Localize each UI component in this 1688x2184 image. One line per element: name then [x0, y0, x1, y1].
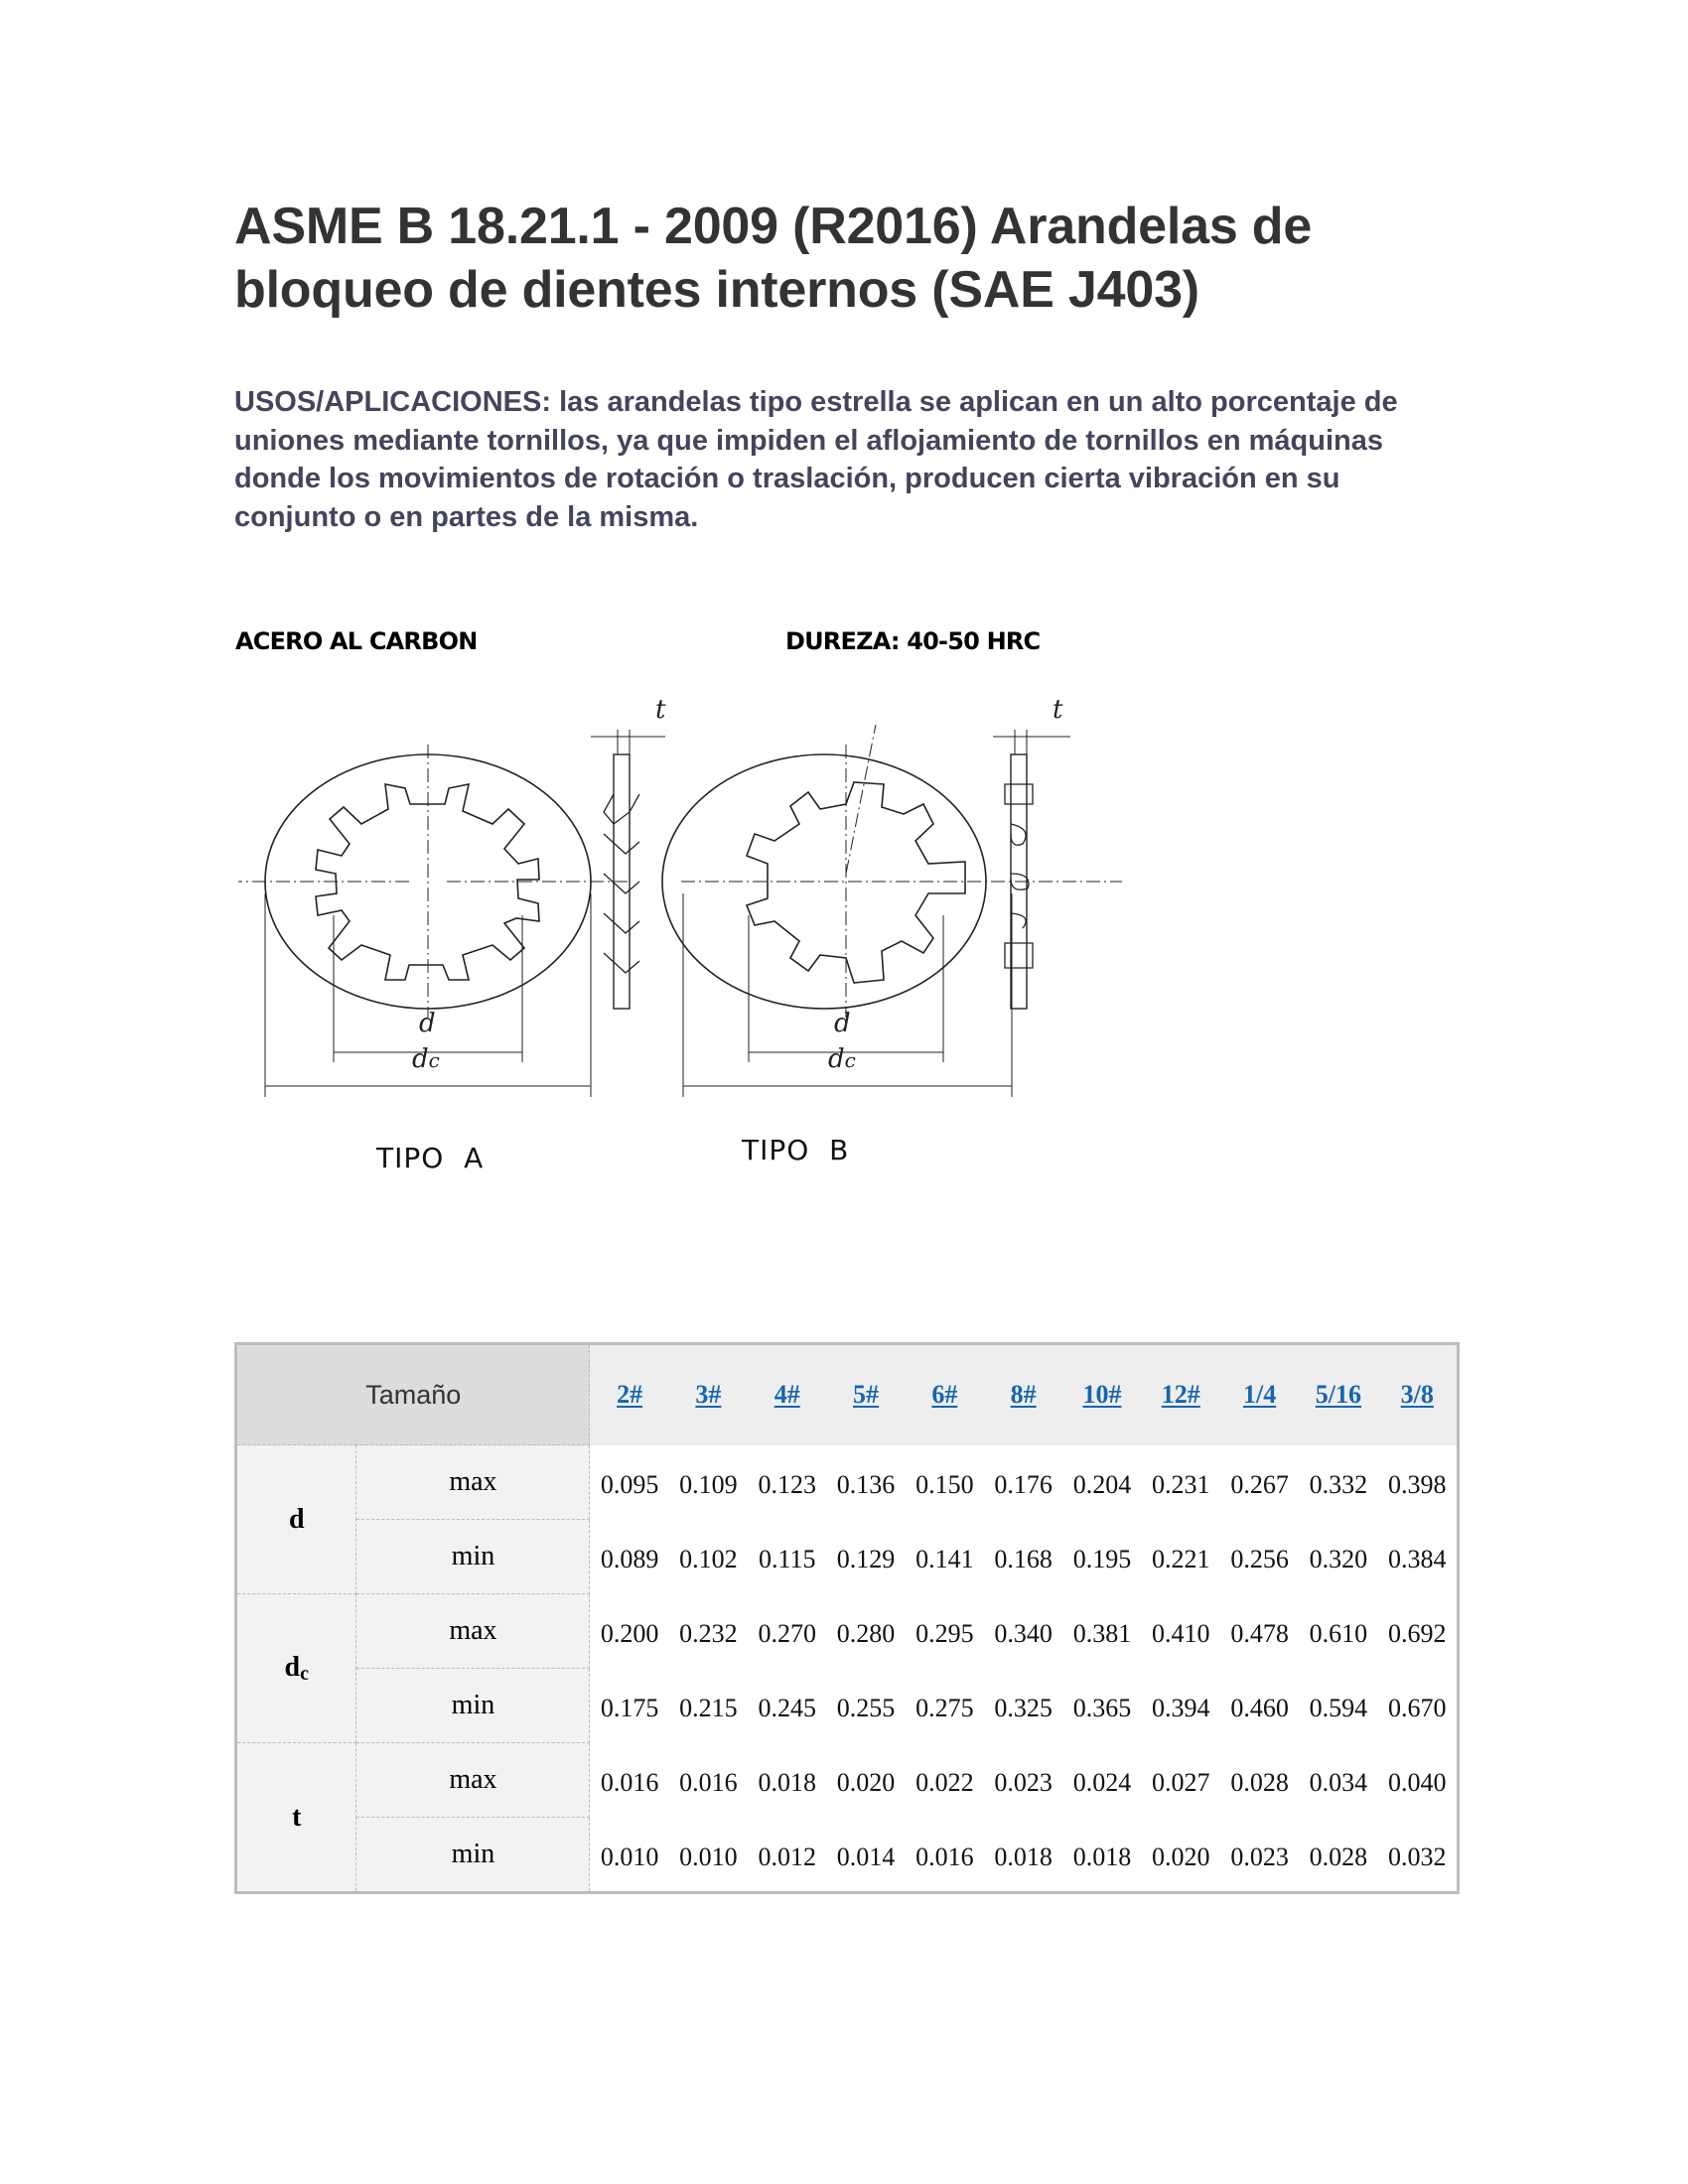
dim-label-d-a: d	[419, 1009, 436, 1038]
table-cell: 0.020	[1142, 1818, 1220, 1893]
table-cell: 0.024	[1062, 1743, 1141, 1818]
table-cell: 0.692	[1378, 1594, 1459, 1669]
table-cell: 0.150	[906, 1445, 984, 1520]
table-cell: 0.168	[984, 1520, 1062, 1594]
table-cell: 0.280	[826, 1594, 905, 1669]
dimensions-table	[234, 1342, 1460, 1894]
table-cell: 0.204	[1062, 1445, 1141, 1520]
size-col[interactable]	[1220, 1344, 1299, 1445]
table-cell: 0.340	[984, 1594, 1062, 1669]
table-cell: 0.232	[669, 1594, 748, 1669]
table-cell: 0.010	[669, 1818, 748, 1893]
size-link[interactable]: 4#	[774, 1380, 800, 1410]
table-cell: 0.195	[1062, 1520, 1141, 1594]
table-cell: 0.115	[748, 1520, 826, 1594]
dimension-group-label	[236, 1743, 356, 1893]
table-cell: 0.610	[1299, 1594, 1377, 1669]
limit-label: max	[356, 1743, 590, 1818]
size-link[interactable]: 5/16	[1315, 1380, 1362, 1410]
table-cell: 0.089	[590, 1520, 669, 1594]
table-cell: 0.381	[1062, 1594, 1141, 1669]
table-cell: 0.670	[1378, 1669, 1459, 1743]
size-col[interactable]	[590, 1344, 669, 1445]
size-link[interactable]: 6#	[931, 1380, 958, 1410]
table-cell: 0.027	[1142, 1743, 1220, 1818]
table-cell: 0.384	[1378, 1520, 1459, 1594]
type-a-label: TIPO A	[376, 1142, 485, 1174]
table-cell: 0.394	[1142, 1669, 1220, 1743]
type-a-washer	[238, 730, 665, 1097]
hardness-label: DUREZA: 40-50 HRC	[785, 627, 1041, 655]
table-cell: 0.295	[906, 1594, 984, 1669]
table-cell: 0.018	[748, 1743, 826, 1818]
table-cell: 0.245	[748, 1669, 826, 1743]
table-cell: 0.398	[1378, 1445, 1459, 1520]
size-col[interactable]	[826, 1344, 905, 1445]
size-col[interactable]	[984, 1344, 1062, 1445]
size-col[interactable]	[1142, 1344, 1220, 1445]
type-b-label: TIPO B	[742, 1134, 850, 1166]
dim-label-t-a: t	[655, 695, 666, 725]
table-cell: 0.256	[1220, 1520, 1299, 1594]
table-cell: 0.123	[748, 1445, 826, 1520]
table-cell: 0.018	[1062, 1818, 1141, 1893]
table-cell: 0.034	[1299, 1743, 1377, 1818]
dimension-group-label	[236, 1594, 356, 1743]
dimension-subscript: c	[300, 1662, 309, 1685]
usos-text: las arandelas tipo estrella se aplican en un alto porcentaje de uniones mediante tornillos, ya que impiden el aflojamiento de tornillos en máquinas donde los movimientos de rotación o traslación, producen cierta vibración en su conjunto o en partes de la misma.	[234, 386, 1398, 533]
table-cell: 0.032	[1378, 1818, 1459, 1893]
table-cell: 0.410	[1142, 1594, 1220, 1669]
table-cell: 0.200	[590, 1594, 669, 1669]
limit-label: min	[356, 1818, 590, 1893]
table-cell: 0.136	[826, 1445, 905, 1520]
dimension-symbol: t	[292, 1801, 302, 1833]
material-label: ACERO AL CARBON	[235, 627, 478, 655]
size-link[interactable]: 1/4	[1242, 1380, 1277, 1410]
size-header: Tamaño	[236, 1344, 590, 1445]
table-row	[236, 1445, 1459, 1520]
dimension-symbol: d	[288, 1503, 305, 1535]
limit-label: min	[356, 1520, 590, 1594]
size-link[interactable]: 3#	[695, 1380, 722, 1410]
table-cell: 0.016	[590, 1743, 669, 1818]
table-cell: 0.478	[1220, 1594, 1299, 1669]
table-cell: 0.020	[826, 1743, 905, 1818]
washer-diagram	[238, 685, 1132, 1201]
table-cell: 0.095	[590, 1445, 669, 1520]
table-cell: 0.365	[1062, 1669, 1141, 1743]
table-row	[236, 1669, 1459, 1743]
table-cell: 0.267	[1220, 1445, 1299, 1520]
table-cell: 0.014	[826, 1818, 905, 1893]
size-link[interactable]: 10#	[1082, 1380, 1122, 1410]
table-cell: 0.102	[669, 1520, 748, 1594]
table-cell: 0.175	[590, 1669, 669, 1743]
table-row	[236, 1520, 1459, 1594]
limit-label: max	[356, 1445, 590, 1520]
table-cell: 0.023	[984, 1743, 1062, 1818]
size-link[interactable]: 12#	[1161, 1380, 1200, 1410]
size-col[interactable]	[1299, 1344, 1377, 1445]
table-cell: 0.332	[1299, 1445, 1377, 1520]
table-cell: 0.022	[906, 1743, 984, 1818]
page-title: ASME B 18.21.1 - 2009 (R2016) Arandelas de bloqueo de dientes internos (SAE J403)	[234, 198, 1313, 319]
type-b-washer	[662, 725, 1122, 1097]
table-cell: 0.270	[748, 1594, 826, 1669]
table-cell: 0.023	[1220, 1818, 1299, 1893]
size-link[interactable]: 5#	[853, 1380, 880, 1410]
dim-label-dc-a: dc	[412, 1044, 440, 1074]
table-cell: 0.221	[1142, 1520, 1220, 1594]
limit-label: max	[356, 1594, 590, 1669]
table-cell: 0.255	[826, 1669, 905, 1743]
dim-label-dc-b: dc	[828, 1044, 856, 1074]
dim-label-t-b: t	[1053, 695, 1063, 725]
table-cell: 0.176	[984, 1445, 1062, 1520]
table-row	[236, 1594, 1459, 1669]
table-cell: 0.109	[669, 1445, 748, 1520]
washer-drawing	[238, 685, 1132, 1201]
size-col[interactable]	[748, 1344, 826, 1445]
table-header-row	[236, 1344, 1459, 1445]
size-link[interactable]: 3/8	[1400, 1380, 1434, 1410]
table-cell: 0.594	[1299, 1669, 1377, 1743]
usos-label: USOS/APLICACIONES:	[234, 386, 552, 418]
table-cell: 0.028	[1299, 1818, 1377, 1893]
table-cell: 0.010	[590, 1818, 669, 1893]
size-link[interactable]: 2#	[617, 1380, 643, 1410]
size-col[interactable]	[1378, 1344, 1459, 1445]
dimension-group-label	[236, 1445, 356, 1594]
table-cell: 0.460	[1220, 1669, 1299, 1743]
table-cell: 0.320	[1299, 1520, 1377, 1594]
table-cell: 0.016	[906, 1818, 984, 1893]
table-cell: 0.275	[906, 1669, 984, 1743]
usos-paragraph	[234, 383, 1456, 536]
size-link[interactable]: 8#	[1010, 1380, 1037, 1410]
table-cell: 0.012	[748, 1818, 826, 1893]
table-cell: 0.028	[1220, 1743, 1299, 1818]
table-cell: 0.016	[669, 1743, 748, 1818]
table-cell: 0.040	[1378, 1743, 1459, 1818]
dim-label-d-b: d	[834, 1009, 851, 1038]
table-row	[236, 1818, 1459, 1893]
table-cell: 0.325	[984, 1669, 1062, 1743]
table-cell: 0.215	[669, 1669, 748, 1743]
table-cell: 0.129	[826, 1520, 905, 1594]
table-cell: 0.018	[984, 1818, 1062, 1893]
size-col[interactable]	[906, 1344, 984, 1445]
table-row	[236, 1743, 1459, 1818]
limit-label: min	[356, 1669, 590, 1743]
table-cell: 0.231	[1142, 1445, 1220, 1520]
size-col[interactable]	[1062, 1344, 1141, 1445]
table-cell: 0.141	[906, 1520, 984, 1594]
size-col[interactable]	[669, 1344, 748, 1445]
dimension-symbol: d	[284, 1651, 301, 1683]
